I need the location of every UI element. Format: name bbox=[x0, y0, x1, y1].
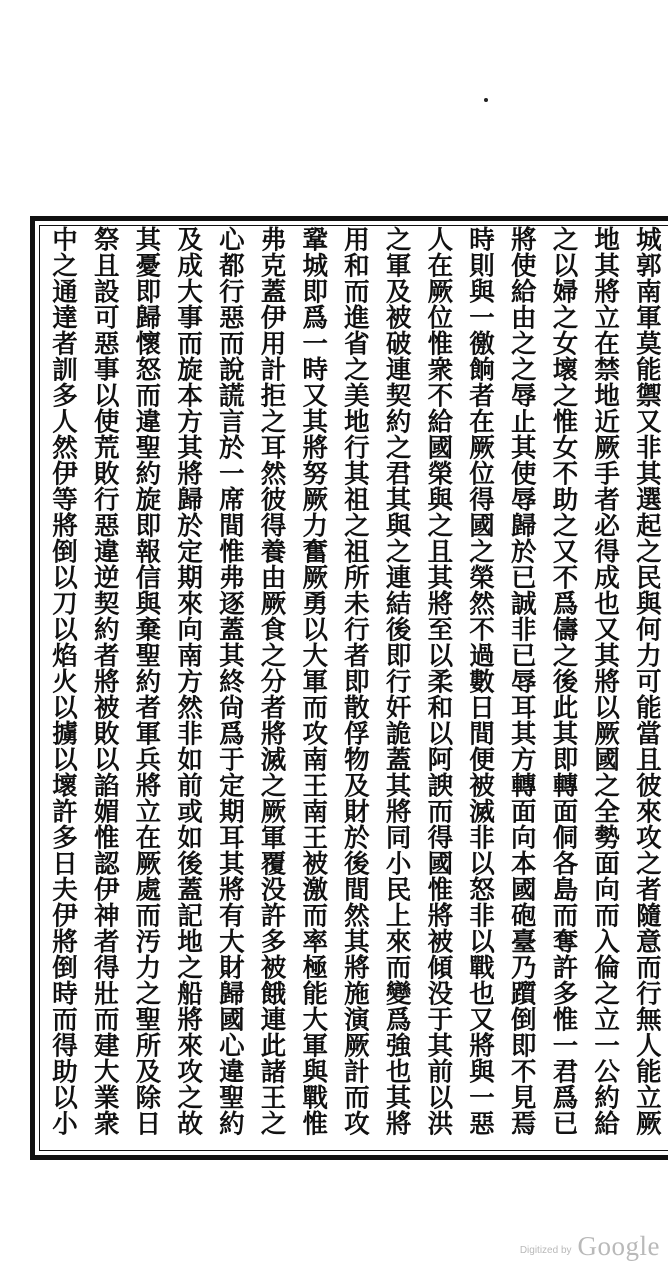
text-column: 時則與一徼餉者在厥位得國之榮然不過數日間便被滅非以怒非以戰也又將與一惡 bbox=[465, 226, 496, 1136]
text-column: 鞏城即爲一時又其將努厥力奮厥勇以大軍而攻南王南王被激而率極能大軍與戰惟 bbox=[298, 226, 329, 1136]
text-column: 之以婦之女壞之惟女不助之又不爲儔之後此其即轉面侗各島而奪許多惟一君爲已 bbox=[548, 226, 579, 1136]
watermark-digitized-by: Digitized by bbox=[519, 1244, 572, 1256]
text-column: 弗克蓋伊用計拒之耳然彼得養由厥食之分者將滅之厥軍覆没許多被餓連此諸王之 bbox=[256, 226, 287, 1136]
text-column: 人在厥位惟衆不給國榮與之且其將至以柔和以阿諛而得國惟將被傾没于其前以洪 bbox=[423, 226, 454, 1136]
text-column: 之軍及被破連契約之君其與之連結後即行奸詭蓋其將同小民上來而變爲強也其將 bbox=[381, 226, 412, 1136]
text-columns bbox=[48, 226, 662, 1152]
google-watermark bbox=[440, 1226, 660, 1266]
text-column: 及成大事而旋本方其將歸於定期來向南方然非如前或如後蓋記地之船將來攻之故 bbox=[173, 226, 204, 1136]
watermark-brand: Google bbox=[577, 1230, 660, 1261]
text-column: 心都行惡而說謊言於一席間惟弗逐蓋其終尙爲于定期耳其將有大財歸國心違聖約 bbox=[214, 226, 245, 1136]
text-column: 祭且設可惡事以使荒敗行惡違逆契約者將被敗以諂媚惟認伊神者得壯而建大業衆 bbox=[89, 226, 120, 1136]
text-column: 城郭南軍莫能禦又非其選起之民與何力可能當且彼來攻之者隨意而行無人能立厥 bbox=[631, 226, 662, 1136]
text-column: 用和而進省之美地行其祖之祖所未行者即散俘物及財於後間然其將施演厥計而攻 bbox=[339, 226, 370, 1136]
text-column: 其憂即歸懷怒而違聖約旋即報信與棄聖約者軍兵將立在厥處而汚力之聖所及除日 bbox=[131, 226, 162, 1136]
text-column: 中之通達者訓多人然伊等將倒以刀以焰火以擄以壞許多日夫伊將倒時而得助以小 bbox=[48, 226, 78, 1136]
text-column: 將使給由之之辱止其使辱歸於已誠非已辱耳其方轉面向本國砲臺乃躓倒即不見焉 bbox=[506, 226, 537, 1136]
ink-speck bbox=[484, 98, 488, 102]
text-column: 地其將立在禁地近厥手者必得成也又其將以厥國之全勢面向而入倫之立一公約給 bbox=[590, 226, 621, 1136]
